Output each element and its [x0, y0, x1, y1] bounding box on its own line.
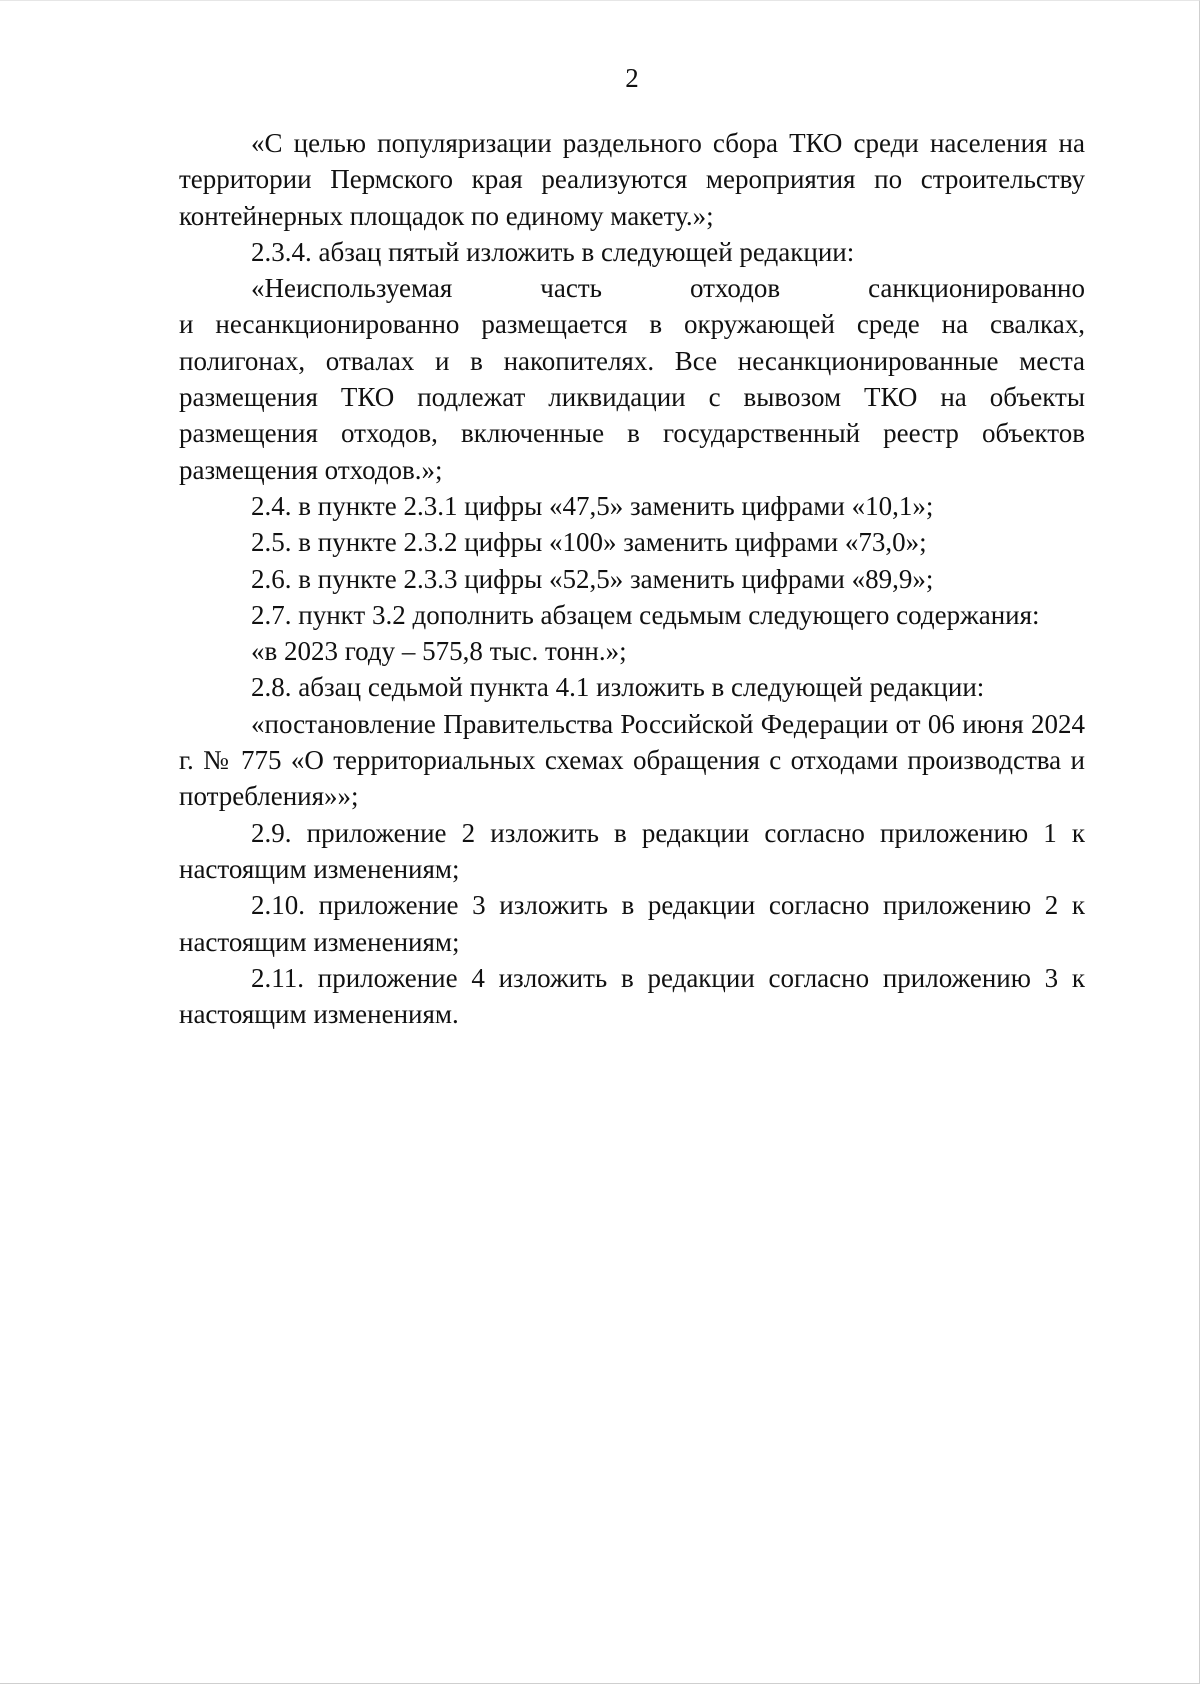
paragraph-2-9: 2.9. приложение 2 изложить в редакции согласно приложению 1 к настоящим изменениям;: [179, 817, 1085, 884]
paragraph-quote-unused-waste-start: «Неиспользуемая часть отходов санкционированно: [251, 273, 1085, 304]
paragraph-quote-sorting: «С целью популяризации раздельного сбора ТКО среди населения на территории Пермского края реализуются мероприятия по строительству контейнерных площадок по единому макету.»;: [179, 128, 1085, 231]
paragraph-quote-resolution: «постановление Правительства Российской Федерации от 06 июня 2024 г. № 775 «О территориальных схемах обращения с отходами производства и потребления»»;: [179, 708, 1085, 812]
paragraph-2-4: 2.4. в пункте 2.3.1 цифры «47,5» заменить цифрами «10,1»;: [251, 490, 934, 521]
paragraph-2-6: 2.6. в пункте 2.3.3 цифры «52,5» заменить цифрами «89,9»;: [251, 563, 934, 594]
paragraph-2-3-4: 2.3.4. абзац пятый изложить в следующей редакции:: [251, 236, 855, 267]
document-body: [179, 125, 1085, 1032]
page-number: 2: [625, 63, 639, 93]
paragraph-2-11: 2.11. приложение 4 изложить в редакции согласно приложению 3 к настоящим изменениям.: [179, 962, 1085, 1030]
paragraph-2023-amount: «в 2023 году – 575,8 тыс. тонн.»;: [251, 636, 627, 667]
paragraph-2-5: 2.5. в пункте 2.3.2 цифры «100» заменить цифрами «73,0»;: [251, 527, 927, 558]
paragraph-2-10: 2.10. приложение 3 изложить в редакции согласно приложению 2 к настоящим изменениям;: [179, 890, 1085, 957]
paragraph-2-8: 2.8. абзац седьмой пункта 4.1 изложить в следующей редакции:: [251, 672, 985, 703]
paragraph-quote-unused-waste-rest: и несанкционированно размещается в окружающей среде на свалках, полигонах, отвалах и в накопителях. Все несанкционированные места размещения ТКО подлежат ликвидации с вывозом ТКО на объекты размещения отходов, включенные в государственный реестр объектов размещения отходов.»;: [179, 309, 1085, 485]
paragraph-2-7: 2.7. пункт 3.2 дополнить абзацем седьмым следующего содержания:: [251, 599, 1040, 630]
